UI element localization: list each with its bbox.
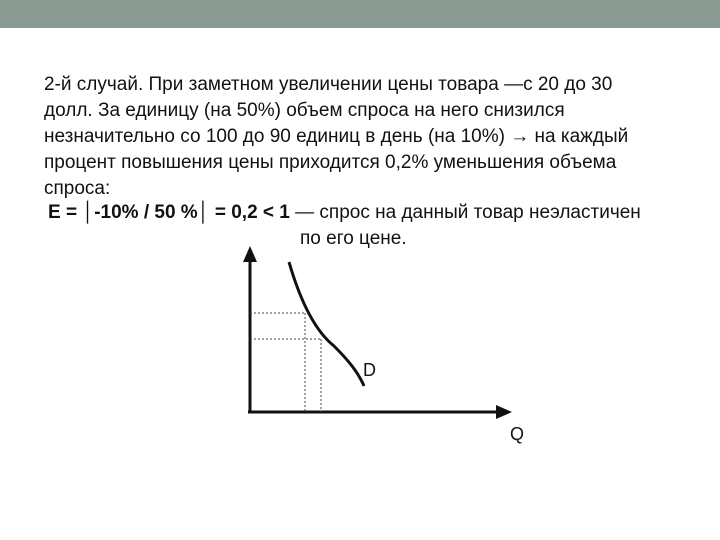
axis-label-q: Q (510, 424, 525, 444)
formula-conclusion-1: — спрос на данный товар неэластичен (289, 202, 641, 223)
slide-paragraph (44, 72, 684, 202)
paragraph-line-1: 2-й случай. При заметном увеличении цены товара —с 20 до 30 (44, 74, 613, 95)
demand-curve-graph (230, 240, 550, 450)
formula-conclusion-2: по его цене. (300, 228, 407, 249)
curve-label-d: D (363, 360, 376, 380)
paragraph-line-3: незначительно со 100 до 90 единиц в день (на 10%) → на каждый (44, 126, 629, 147)
formula-expression: E = │-10% / 50 %│ = 0,2 < 1 (48, 202, 290, 223)
paragraph-line-4: процент повышения цены приходится 0,2% уменьшения объема (44, 152, 617, 173)
x-axis-arrow (496, 405, 512, 419)
elasticity-formula (48, 200, 641, 226)
header-band (0, 0, 720, 28)
paragraph-line-2: долл. За единицу (на 50%) объем спроса на него снизился (44, 100, 565, 121)
y-axis-arrow (243, 246, 257, 262)
paragraph-line-5: спроса: (44, 178, 111, 199)
demand-curve (289, 262, 364, 386)
